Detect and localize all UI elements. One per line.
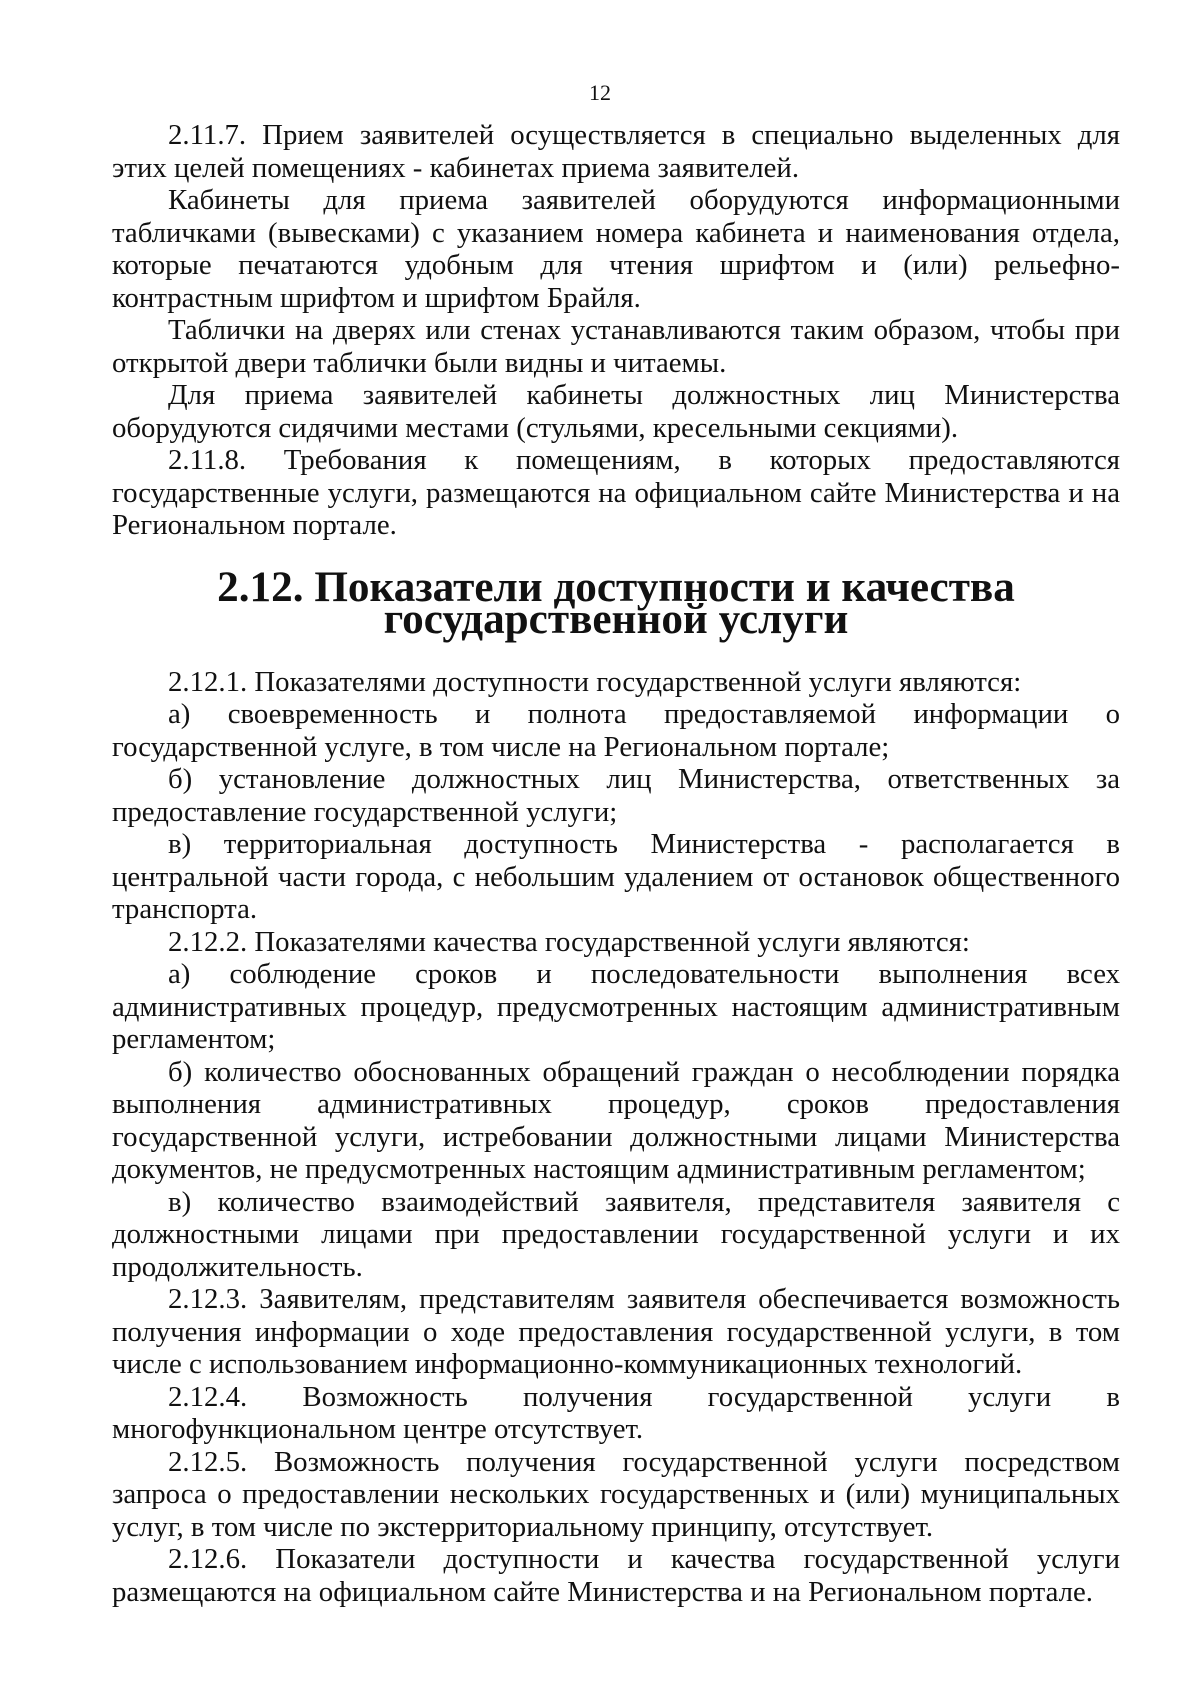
paragraph-2-12-2: 2.12.2. Показателями качества государственной услуги являются: (168, 925, 970, 958)
page-number: 12 (589, 80, 611, 105)
paragraph-2-12-5: 2.12.5. Возможность получения государственной услуги посредством запроса о предоставлении нескольких государственных и (или) муниципальных услуг, в том числе по экстерриториальному принципу, отсутствует. (112, 1445, 1120, 1543)
paragraph-seating: Для приема заявителей кабинеты должностных лиц Министерства оборудуются сидячими местами (стульями, кресельными секциями). (112, 379, 1120, 444)
paragraph-2-11-7: 2.11.7. Прием заявителей осуществляется в специально выделенных для этих целей помещениях - кабинетах приема заявителей. (112, 119, 1120, 184)
paragraph-2-12-1: 2.12.1. Показателями доступности государственной услуги являются: (168, 665, 1022, 698)
paragraph-2-12-3: 2.12.3. Заявителям, представителям заявителя обеспечивается возможность получения информации о ходе предоставления государственной услуги, в том числе с использованием информационно-коммуникационных технологий. (112, 1283, 1120, 1380)
paragraph-door-signs: Таблички на дверях или стенах устанавливаются таким образом, чтобы при открытой двери таблички были видны и читаемы. (112, 314, 1120, 379)
document-body (112, 119, 1120, 1608)
paragraph-2-12-6: 2.12.6. Показатели доступности и качества государственной услуги размещаются на официальном сайте Министерства и на Региональном портале. (112, 1543, 1120, 1608)
paragraph-2-11-8: 2.11.8. Требования к помещениям, в которых предоставляются государственные услуги, размещаются на официальном сайте Министерства и на Региональном портале. (112, 444, 1120, 541)
list-item-2-12-2-v: в) количество взаимодействий заявителя, представителя заявителя с должностными лицами при предоставлении государственной услуги и их продолжительность. (112, 1185, 1120, 1283)
list-item-2-12-2-a: а) соблюдение сроков и последовательности выполнения всех административных процедур, предусмотренных настоящим административным регламентом; (112, 958, 1120, 1055)
list-item-2-12-1-b: б) установление должностных лиц Министерства, ответственных за предоставление государственной услуги; (112, 763, 1120, 828)
list-item-2-12-1-a: а) своевременность и полнота предоставляемой информации о государственной услуге, в том числе на Региональном портале; (112, 698, 1120, 763)
section-heading-2-12: 2.12. Показатели доступности и качества государственной услуги (217, 563, 1015, 643)
list-item-2-12-2-b: б) количество обоснованных обращений граждан о несоблюдении порядка выполнения административных процедур, сроков предоставления государственной услуги, истребовании должностными лицами Министерства документов, не предусмотренных настоящим административным регламентом; (112, 1055, 1120, 1185)
paragraph-cabinet-signs: Кабинеты для приема заявителей оборудуются информационными табличками (вывесками) с указанием номера кабинета и наименования отдела, которые печатаются удобным для чтения шрифтом и (или) рельефно-контрастным шрифтом и шрифтом Брайля. (112, 184, 1120, 314)
list-item-2-12-1-v: в) территориальная доступность Министерства - располагается в центральной части города, с небольшим удалением от остановок общественного транспорта. (112, 828, 1120, 925)
paragraph-2-12-4: 2.12.4. Возможность получения государственной услуги в многофункциональном центре отсутствует. (112, 1380, 1120, 1445)
